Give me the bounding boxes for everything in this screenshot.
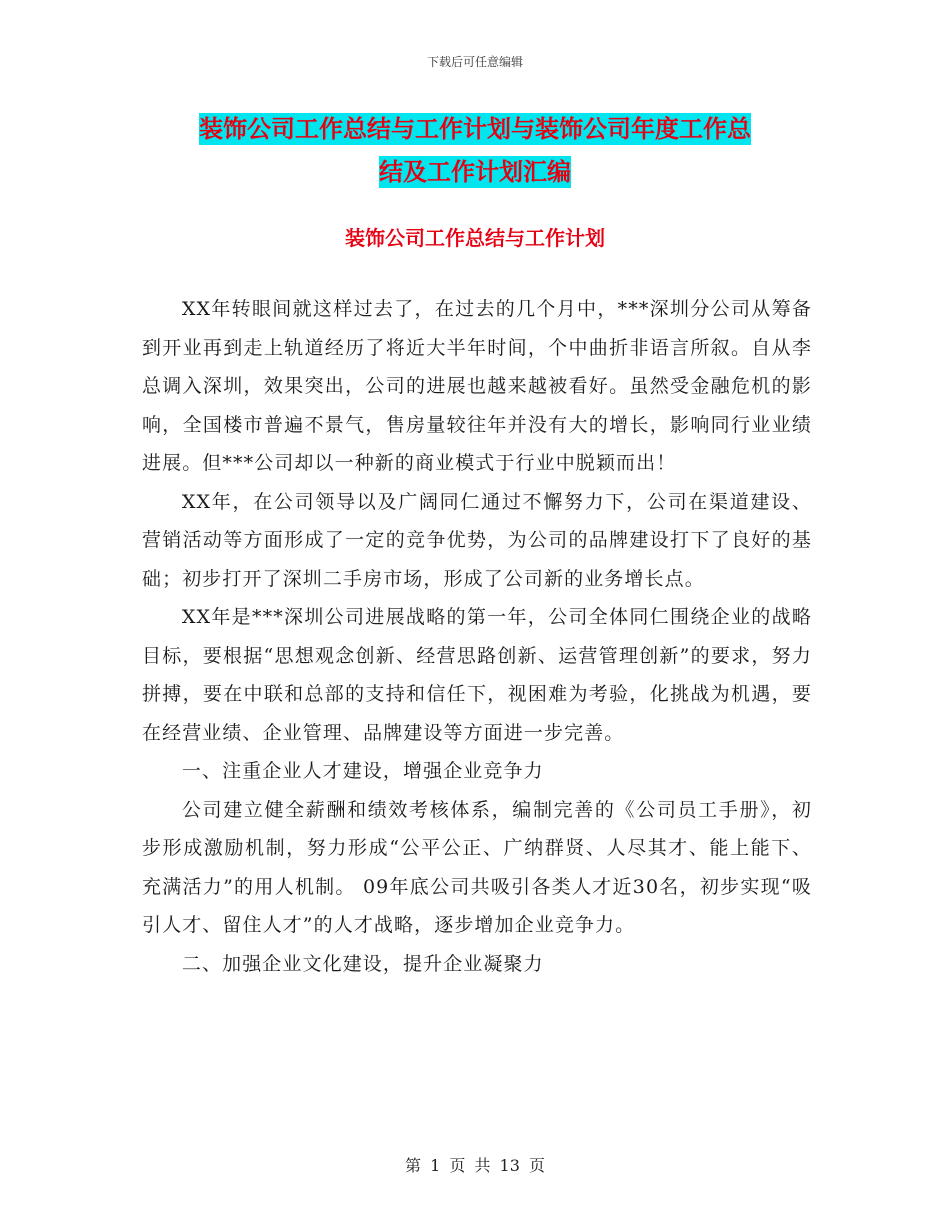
section-title: 装饰公司工作总结与工作计划 <box>345 226 605 250</box>
page-footer: 第 1 页 共 13 页 <box>405 1156 545 1175</box>
document-title <box>145 108 805 194</box>
paragraph: XX年，在公司领导以及广阔同仁通过不懈努力下，公司在渠道建设、营销活动等方面形成了一定的竞争优势，为公司的品牌建设打下了良好的基础；初步打开了深圳二手房市场，形成了公司新的业务增长点。 <box>142 490 812 590</box>
section-heading: 一、注重企业人才建设，增强企业竞争力 <box>181 760 544 782</box>
section-heading: 二、加强企业文化建设，提升企业凝聚力 <box>181 952 544 975</box>
paragraph: 公司建立健全薪酬和绩效考核体系，编制完善的《公司员工手册》，初步形成激励机制，努力形成“公平公正、广纳群贤、人尽其才、能上能下、充满活力”的用人机制。 09年底公司共吸引各类人才近30名，初步实现“吸引人才、留住人才”的人才战略，逐步增加企业竞争力。 <box>142 798 812 936</box>
header-note: 下载后可任意编辑 <box>426 55 523 69</box>
body-text <box>142 290 812 983</box>
paragraph: XX年是***深圳公司进展战略的第一年，公司全体同仁围绕企业的战略目标，要根据“思想观念创新、经营思路创新、运营管理创新”的要求，努力拼搏，要在中联和总部的支持和信任下，视困难为考验，化挑战为机遇，要在经营业绩、企业管理、品牌建设等方面进一步完善。 <box>142 606 812 744</box>
paragraph: XX年转眼间就这样过去了，在过去的几个月中，***深圳分公司从筹备到开业再到走上轨道经历了将近大半年时间，个中曲折非语言所叙。自从李总调入深圳，效果突出，公司的进展也越来越被看好。虽然受金融危机的影响，全国楼市普遍不景气，售房量较往年并没有大的增长，影响同行业业绩进展。但***公司却以一种新的商业模式于行业中脱颖而出！ <box>142 298 812 474</box>
title-line-1: 装饰公司工作总结与工作计划与装饰公司年度工作总 <box>199 115 751 143</box>
title-line-2: 结及工作计划汇编 <box>379 158 571 186</box>
